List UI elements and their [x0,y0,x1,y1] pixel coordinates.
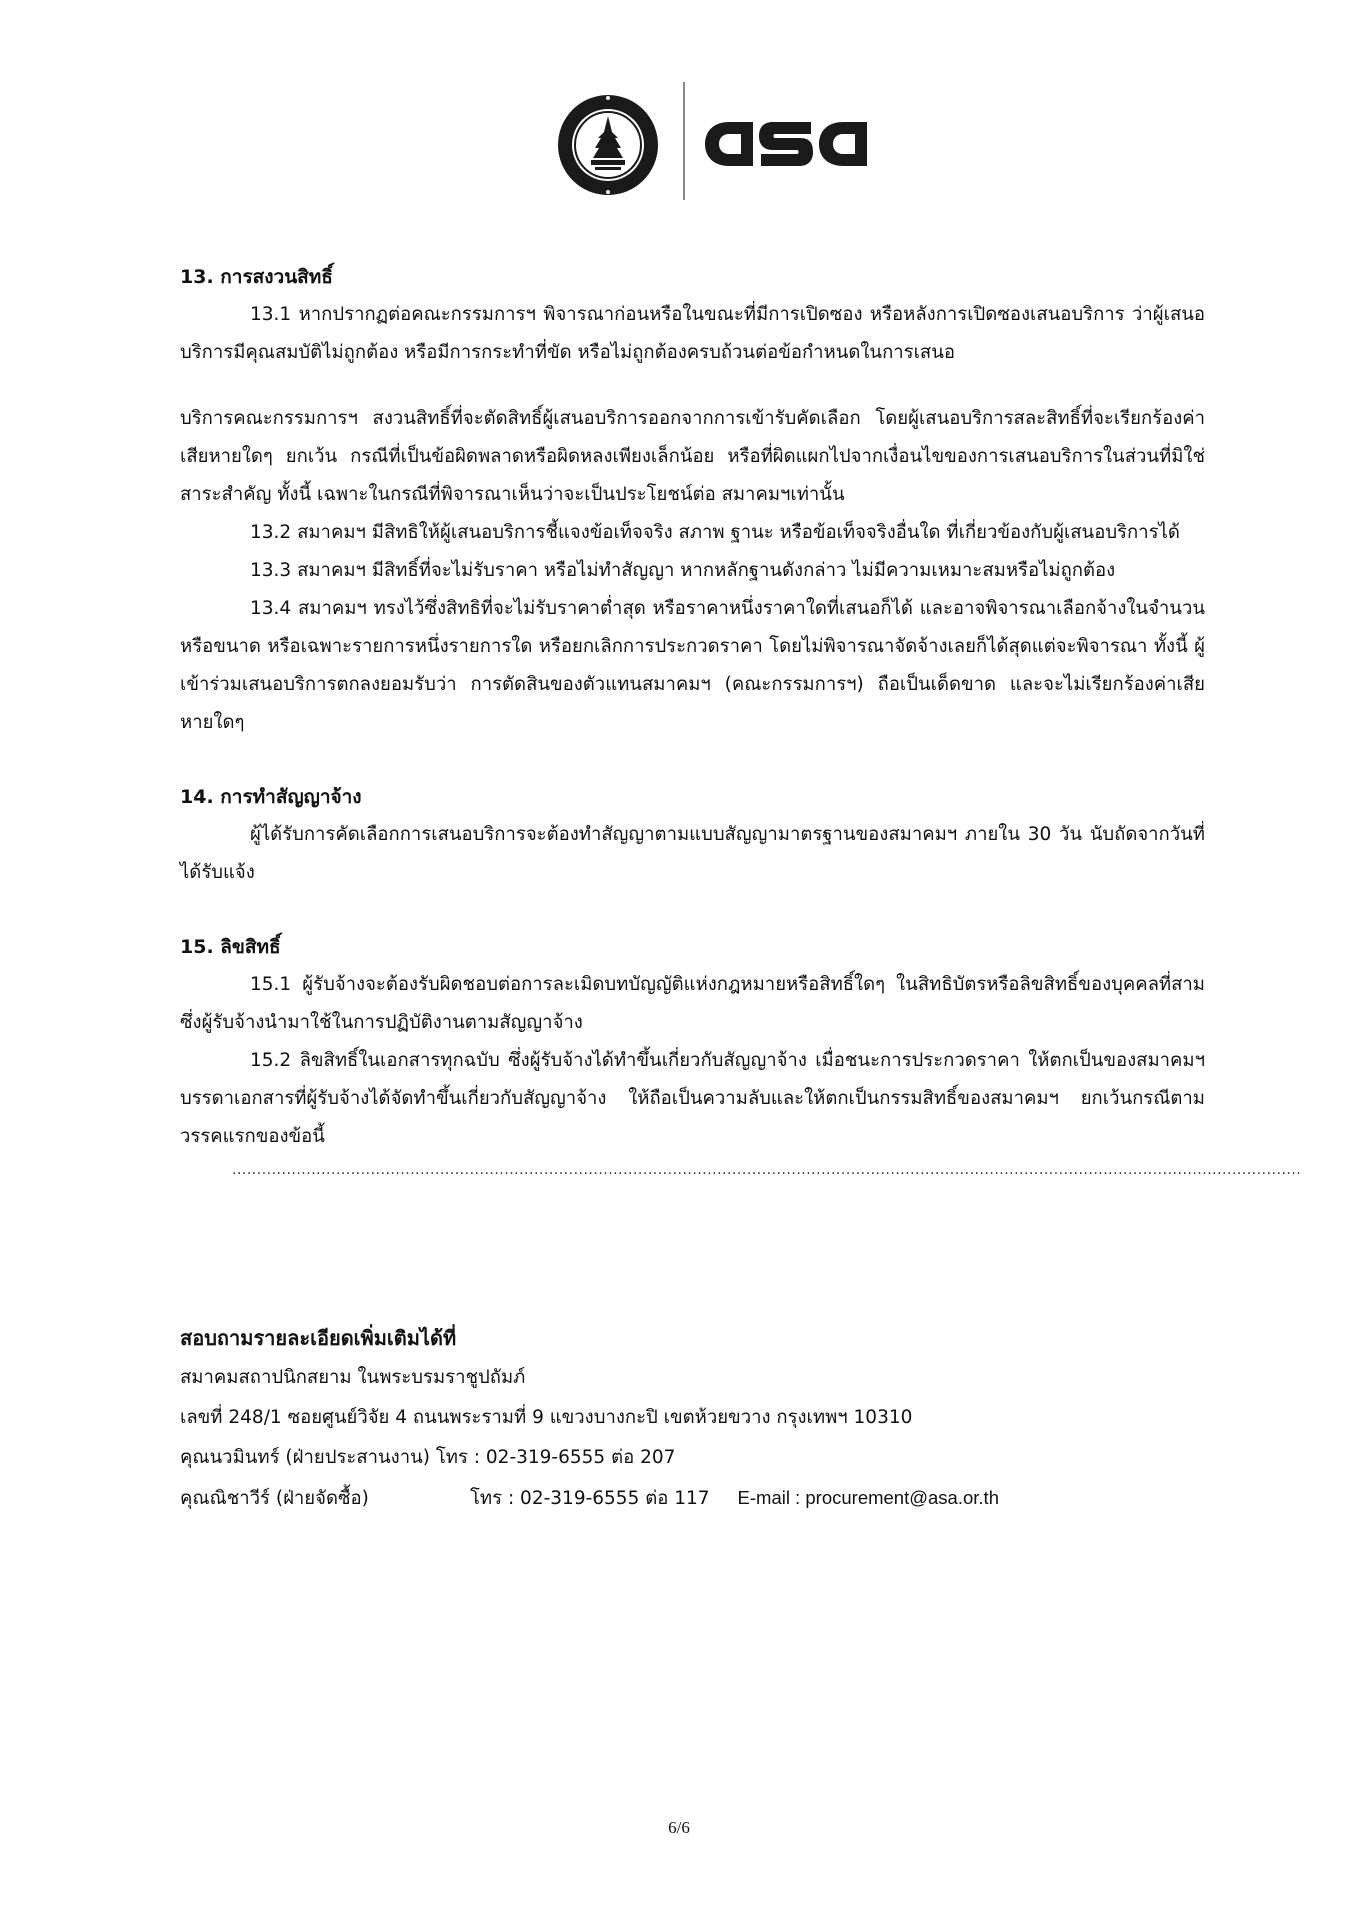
section-13-1-paragraph: 13.1 หากปรากฏต่อคณะกรรมการฯ พิจารณาก่อนหรือในขณะที่มีการเปิดซอง หรือหลังการเปิดซองเสนอบริการ ว่าผู้เสนอบริการมีคุณสมบัติไม่ถูกต้อง หรือมีการกระทำที่ขัด หรือไม่ถูกต้องครบถ้วนต่อข้อกำหนดในการเสนอ [180,304,1205,363]
asa-seal-logo [555,92,661,198]
contact-title: สอบถามรายละเอียดเพิ่มเติมได้ที่ [180,1326,457,1350]
section-13-1-continued: บริการคณะกรรมการฯ สงวนสิทธิ์ที่จะตัดสิทธิ์ผู้เสนอบริการออกจากการเข้ารับคัดเลือก โดยผู้เสนอบริการสละสิทธิ์ที่จะเรียกร้องค่าเสียหายใดๆ ยกเว้น กรณีที่เป็นข้อผิดพลาดหรือผิดหลงเพียงเล็กน้อย หรือที่ผิดแผกไปจากเงื่อนไขของการเสนอบริการในส่วนที่มิใช่สาระสำคัญ ทั้งนี้ เฉพาะในกรณีที่พิจารณาเห็นว่าจะเป็นประโยชน์ต่อ สมาคมฯเท่านั้น [180,408,1205,505]
contact-address: เลขที่ 248/1 ซอยศูนย์วิจัย 4 ถนนพระรามที่ 9 แขวงบางกะปิ เขตห้วยขวาง กรุงเทพฯ 10310 [180,1407,913,1428]
document-body [180,258,1302,1182]
section-13-4-paragraph: 13.4 สมาคมฯ ทรงไว้ซึ่งสิทธิที่จะไม่รับราคาต่ำสุด หรือราคาหนึ่งราคาใดที่เสนอก็ได้ และอาจพิจารณาเลือกจ้างในจำนวน หรือขนาด หรือเฉพาะรายการหนึ่งรายการใด หรือยกเลิกการประกวดราคา โดยไม่พิจารณาจัดจ้างเลยก็ได้สุดแต่จะพิจารณา ทั้งนี้ ผู้เข้าร่วมเสนอบริการตกลงยอมรับว่า การตัดสินของตัวแทนสมาคมฯ (คณะกรรมการฯ) ถือเป็นเด็ดขาด และจะไม่เรียกร้องค่าเสียหายใดๆ [180,598,1205,733]
section-13-2-paragraph: 13.2 สมาคมฯ มีสิทธิให้ผู้เสนอบริการชี้แจงข้อเท็จจริง สภาพ ฐานะ หรือข้อเท็จจริงอื่นใด ที่เกี่ยวข้องกับผู้เสนอบริการได้ [250,522,1180,543]
contact-person-1 [180,1438,1180,1478]
section-15-2-paragraph: 15.2 ลิขสิทธิ์ในเอกสารทุกฉบับ ซึ่งผู้รับจ้างได้ทำขึ้นเกี่ยวกับสัญญาจ้าง เมื่อชนะการประกวดราคา ให้ตกเป็นของสมาคมฯ บรรดาเอกสารที่ผู้รับจ้างได้จัดทำขึ้นเกี่ยวกับสัญญาจ้าง ให้ถือเป็นความลับและให้ตกเป็นกรรมสิทธิ์ของสมาคมฯ ยกเว้นกรณีตามวรรคแรกของข้อนี้ [180,1050,1205,1147]
section-13-heading: 13. การสงวนสิทธิ์ [180,266,333,288]
section-14-heading: 14. การทำสัญญาจ้าง [180,786,362,808]
asa-wordmark-logo [701,112,871,176]
contact-person-2-phone: โทร : 02-319-6555 ต่อ 117 [470,1488,710,1509]
section-15-heading: 15. ลิขสิทธิ์ [180,936,281,958]
contact-block [180,1318,1180,1519]
dotted-separator: ........................................................................................................................................................................................................................ [232,1162,1302,1178]
logo-divider [683,82,685,200]
section-13-3-paragraph: 13.3 สมาคมฯ มีสิทธิ์ที่จะไม่รับราคา หรือไม่ทำสัญญา หากหลักฐานดังกล่าว ไม่มีความเหมาะสมหรือไม่ถูกต้อง [250,560,1116,581]
contact-organization: สมาคมสถาปนิกสยาม ในพระบรมราชูปถัมภ์ [180,1367,526,1388]
section-15-1-paragraph: 15.1 ผู้รับจ้างจะต้องรับผิดชอบต่อการละเมิดบทบัญญัติแห่งกฎหมายหรือสิทธิ์ใดๆ ในสิทธิบัตรหรือลิขสิทธิ์ของบุคคลที่สาม ซึ่งผู้รับจ้างนำมาใช้ในการปฏิบัติงานตามสัญญาจ้าง [180,974,1205,1033]
contact-person-1-phone: โทร : 02-319-6555 ต่อ 207 [435,1447,676,1468]
contact-person-2 [180,1478,1180,1519]
contact-email[interactable]: E-mail : procurement@asa.or.th [737,1487,999,1508]
section-14-paragraph: ผู้ได้รับการคัดเลือกการเสนอบริการจะต้องทำสัญญาตามแบบสัญญามาตรฐานของสมาคมฯ ภายใน 30 วัน นับถัดจากวันที่ได้รับแจ้ง [180,824,1205,883]
contact-person-2-name: คุณณิชาวีร์ (ฝ่ายจัดซื้อ) [180,1488,369,1509]
page-number: 6/6 [668,1818,690,1837]
header-logos [555,82,875,200]
contact-person-1-name: คุณนวมินทร์ (ฝ่ายประสานงาน) [180,1447,430,1468]
